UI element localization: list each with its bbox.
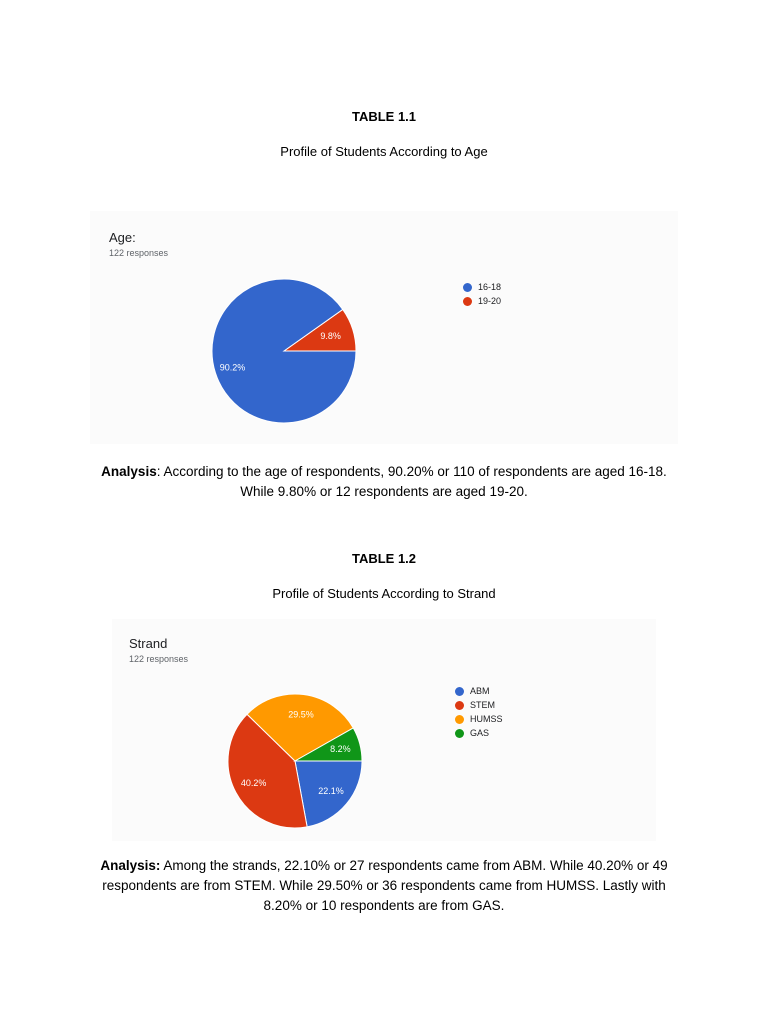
legend-label: HUMSS (470, 714, 503, 724)
strand-analysis-text: Among the strands, 22.10% or 27 respondents came from ABM. While 40.20% or 49 respondents are from STEM. While 29.50% or 36 respondents came from HUMSS. Lastly with 8.20% or 10 respondents are from GAS. (102, 858, 668, 913)
legend-swatch (455, 701, 464, 710)
age-chart-title: Age: (109, 230, 136, 245)
table-1-2-subtitle: Profile of Students According to Strand (272, 586, 496, 601)
age-chart-responses: 122 responses (109, 248, 169, 258)
legend-label: ABM (470, 686, 490, 696)
pie-label-16-18: 90.2% (219, 362, 246, 373)
table-1-1-subtitle: Profile of Students According to Age (280, 144, 488, 159)
strand-chart-responses: 122 responses (129, 654, 189, 664)
legend-swatch (455, 729, 464, 738)
legend-swatch (463, 283, 472, 292)
legend-item-stem (455, 698, 503, 712)
legend-swatch (463, 297, 472, 306)
strand-analysis (0, 856, 768, 916)
pie-label-stem: 40.2% (240, 778, 267, 789)
legend-item-16-18 (463, 280, 501, 294)
legend-item-19-20 (463, 294, 501, 308)
strand-chart-legend (455, 684, 503, 740)
legend-label: GAS (470, 728, 490, 738)
table-1-1-title: TABLE 1.1 (351, 109, 417, 124)
pie-label-gas: 8.2% (330, 744, 351, 755)
pie-label-humss: 29.5% (288, 709, 314, 720)
pie-label-19-20: 9.8% (320, 331, 341, 342)
table-1-2-title: TABLE 1.2 (351, 551, 417, 566)
age-analysis-label: Analysis (101, 464, 157, 479)
age-chart-panel (90, 211, 678, 444)
age-analysis (0, 462, 768, 502)
strand-chart-panel (112, 619, 656, 841)
legend-label: 19-20 (478, 296, 502, 306)
strand-chart-title: Strand (129, 636, 168, 651)
age-pie-chart (90, 211, 678, 444)
legend-item-gas (455, 726, 503, 740)
legend-label: 16-18 (478, 282, 502, 292)
legend-label: STEM (470, 700, 496, 710)
age-analysis-text: : According to the age of respondents, 90.20% or 110 of respondents are aged 16-18. While 9.80% or 12 respondents are aged 19-20. (156, 464, 667, 499)
pie-label-abm: 22.1% (318, 786, 344, 797)
pie-slice-16-18 (212, 279, 356, 423)
legend-item-abm (455, 684, 503, 698)
legend-swatch (455, 687, 464, 696)
age-chart-legend (463, 280, 501, 308)
legend-swatch (455, 715, 464, 724)
strand-analysis-label: Analysis: (100, 858, 161, 873)
strand-pie-chart (112, 619, 656, 841)
legend-item-humss (455, 712, 503, 726)
